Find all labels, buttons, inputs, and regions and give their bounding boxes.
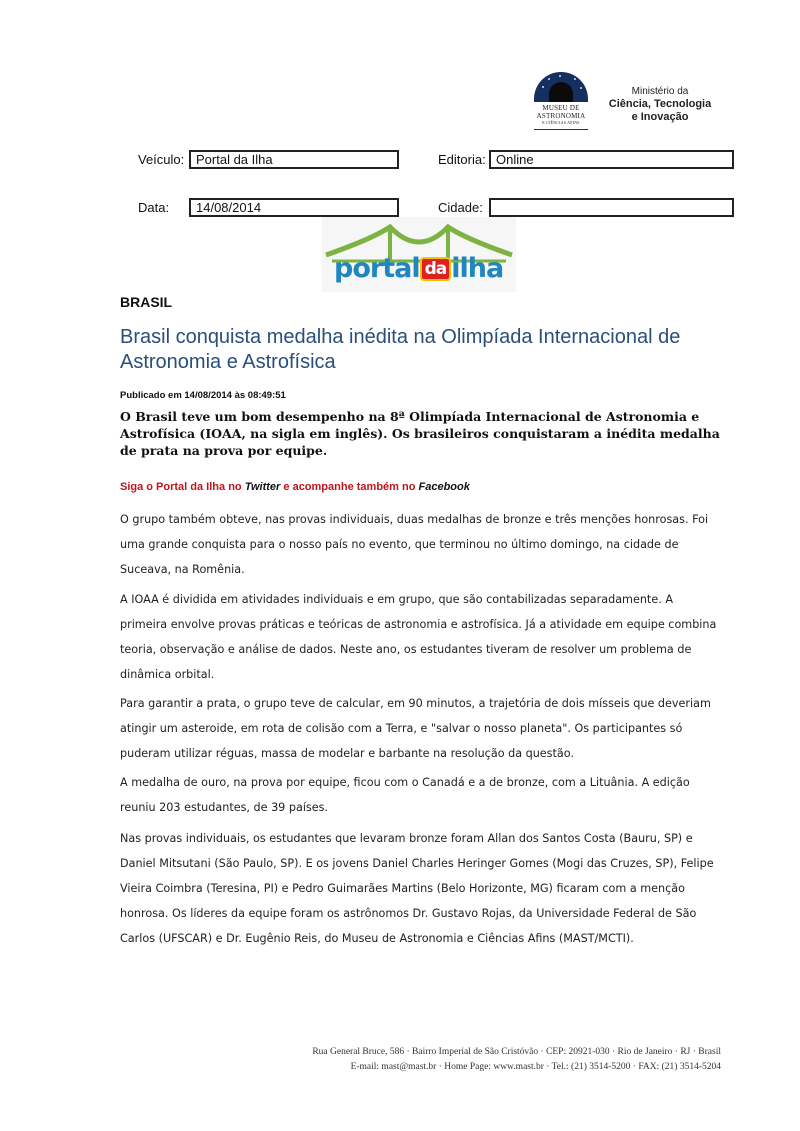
published-date: Publicado em 14/08/2014 às 08:49:51	[120, 390, 286, 401]
data-field[interactable]: 14/08/2014	[189, 198, 399, 217]
editoria-label: Editoria:	[438, 152, 486, 167]
article-paragraph: Nas provas individuais, os estudantes que levaram bronze foram Allan dos Santos Costa (Bauru, SP) e Daniel Mitsutani (São Paulo, SP). E os jovens Daniel Charles Heringer Gomes (Mogi das Cruzes, SP), Felipe Vieira Coimbra (Teresina, PI) e Pedro Guimarães Martins (Belo Horizonte, MG) ficaram com a menção honrosa. Os líderes da equipe foram os astrônomos Dr. Gustavo Rojas, da Universidade Federal de São Carlos (UFSCAR) e Dr. Eugênio Reis, do Museu de Astronomia e Ciências Afins (MAST/MCTI).	[120, 832, 714, 945]
article-paragraph: A medalha de ouro, na prova por equipe, ficou com o Canadá e a de bronze, com a Lituânia. A edição reuniu 203 estudantes, de 39 países.	[120, 776, 690, 814]
museum-astronomy-logo	[530, 72, 592, 132]
portal-logo-text: portal da ilha	[334, 253, 504, 284]
article-lead: O Brasil teve um bom desempenho na 8ª Olimpíada Internacional de Astronomia e Astrofísica (IOAA, na sigla em inglês). Os brasileiros conquistaram a inédita medalha de prata na prova por equipe.	[120, 409, 720, 458]
section-label: BRASIL	[120, 294, 173, 310]
ministry-logo	[604, 86, 716, 124]
ministry-line3: e Inovação	[631, 111, 689, 123]
footer-line2: E-mail: mast@mast.br · Home Page: www.mast.br · Tel.: (21) 3514-5200 · FAX: (21) 3514-5204	[350, 1062, 721, 1072]
twitter-link[interactable]: Twitter	[244, 481, 281, 493]
portal-da-ilha-logo	[322, 217, 516, 292]
ministry-line2: Ciência, Tecnologia	[608, 98, 712, 110]
museum-logo-text: MUSEU DE ASTRONOMIA E CIÊNCIAS AFINS	[536, 104, 586, 125]
ministry-line1: Ministério da	[631, 86, 689, 97]
article-headline: Brasil conquista medalha inédita na Olimpíada Internacional de Astronomia e Astrofísica	[120, 326, 681, 373]
cidade-field[interactable]	[489, 198, 734, 217]
follow-social-line: Siga o Portal da Ilha no Twitter e acompanhe também no Facebook	[120, 481, 470, 493]
data-label: Data:	[138, 200, 170, 215]
cidade-label: Cidade:	[438, 200, 483, 215]
facebook-link[interactable]: Facebook	[418, 481, 470, 493]
footer-line1: Rua General Bruce, 586 · Bairro Imperial de São Cristóvão · CEP: 20921-030 · Rio de Janeiro · RJ · Brasil	[312, 1047, 721, 1057]
observatory-dome-icon	[534, 72, 588, 102]
veiculo-field[interactable]: Portal da Ilha	[189, 150, 399, 169]
veiculo-label: Veículo:	[138, 152, 185, 167]
article-paragraph: O grupo também obteve, nas provas individuais, duas medalhas de bronze e três menções honrosas. Foi uma grande conquista para o nosso país no evento, que terminou no último domingo, na cidade de Suceava, na Romênia.	[120, 513, 709, 576]
editoria-field[interactable]: Online	[489, 150, 734, 169]
article-paragraph: Para garantir a prata, o grupo teve de calcular, em 90 minutos, a trajetória de dois mísseis que deveriam atingir um asteroide, em rota de colisão com a Terra, e "salvar o nosso planeta". Os participantes só puderam utilizar réguas, massa de modelar e barbante na resolução da questão.	[120, 697, 711, 760]
article-paragraph: A IOAA é dividida em atividades individuais e em grupo, que são contabilizadas separadamente. A primeira envolve provas práticas e teóricas de astronomia e astrofísica. Já a atividade em equipe combina teoria, observação e análise de dados. Neste ano, os estudantes tiveram de resolver um problema de dinâmica orbital.	[120, 593, 717, 681]
footer-address	[180, 1045, 721, 1075]
